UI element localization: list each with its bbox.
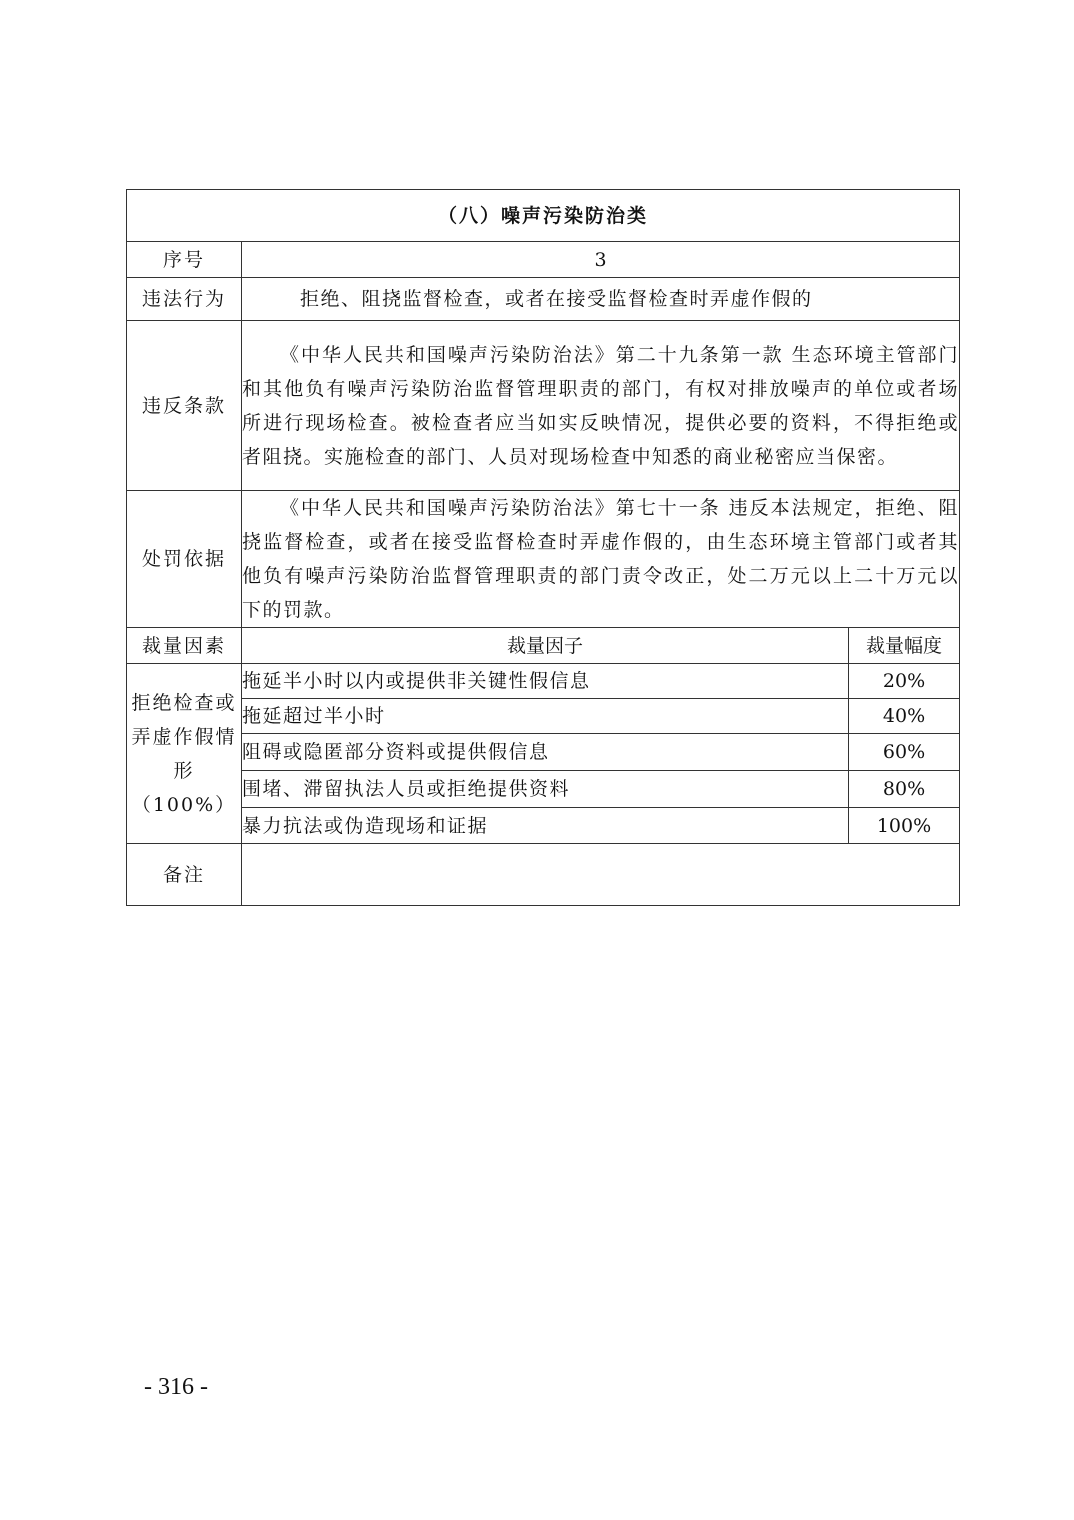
discretion-factor-header: 裁量因子 <box>242 628 849 664</box>
serial-label: 序号 <box>127 242 242 278</box>
discretion-factor-item: 拖延半小时以内或提供非关键性假信息 <box>242 664 849 699</box>
remarks-label: 备注 <box>127 844 242 906</box>
discretion-range-item: 20% <box>849 664 960 699</box>
penalty-basis-label: 处罚依据 <box>127 491 242 628</box>
discretion-factor-label: 裁量因素 <box>127 628 242 664</box>
discretion-range-item: 60% <box>849 734 960 771</box>
discretion-range-header: 裁量幅度 <box>849 628 960 664</box>
discretion-range-item: 40% <box>849 699 960 734</box>
discretion-range-item: 100% <box>849 808 960 844</box>
remarks-value <box>242 844 960 906</box>
violated-clause-value: 《中华人民共和国噪声污染防治法》第二十九条第一款 生态环境主管部门和其他负有噪声污染防治监督管理职责的部门，有权对排放噪声的单位或者场所进行现场检查。被检查者应当如实反映情况，提供必要的资料，不得拒绝或者阻挠。实施检查的部门、人员对现场检查中知悉的商业秘密应当保密。 <box>242 343 960 468</box>
serial-value: 3 <box>242 242 960 278</box>
discretion-factor-item: 拖延超过半小时 <box>242 699 849 734</box>
discretion-factor-item: 暴力抗法或伪造现场和证据 <box>242 808 849 844</box>
page-number: - 316 - <box>144 1374 208 1400</box>
discretion-factor-item: 阻碍或隐匿部分资料或提供假信息 <box>242 734 849 771</box>
violated-clause-label: 违反条款 <box>127 321 242 491</box>
violation-cell <box>242 278 960 321</box>
penalty-discretion-table <box>126 189 960 906</box>
violated-clause-cell <box>242 321 960 491</box>
table-title: （八）噪声污染防治类 <box>127 190 960 242</box>
penalty-basis-value: 《中华人民共和国噪声污染防治法》第七十一条 违反本法规定，拒绝、阻挠监督检查，或者在接受监督检查时弄虚作假的，由生态环境主管部门或者其他负有噪声污染防治监督管理职责的部门责令改正，处二万元以上二十万元以下的罚款。 <box>242 497 960 621</box>
discretion-factor-item: 围堵、滞留执法人员或拒绝提供资料 <box>242 771 849 808</box>
violation-label: 违法行为 <box>127 278 242 321</box>
violation-value: 拒绝、阻挠监督检查，或者在接受监督检查时弄虚作假的 <box>300 288 813 310</box>
discretion-range-item: 80% <box>849 771 960 808</box>
penalty-basis-cell <box>242 491 960 628</box>
discretion-category: 拒绝检查或弄虚作假情形（100%） <box>127 664 242 844</box>
